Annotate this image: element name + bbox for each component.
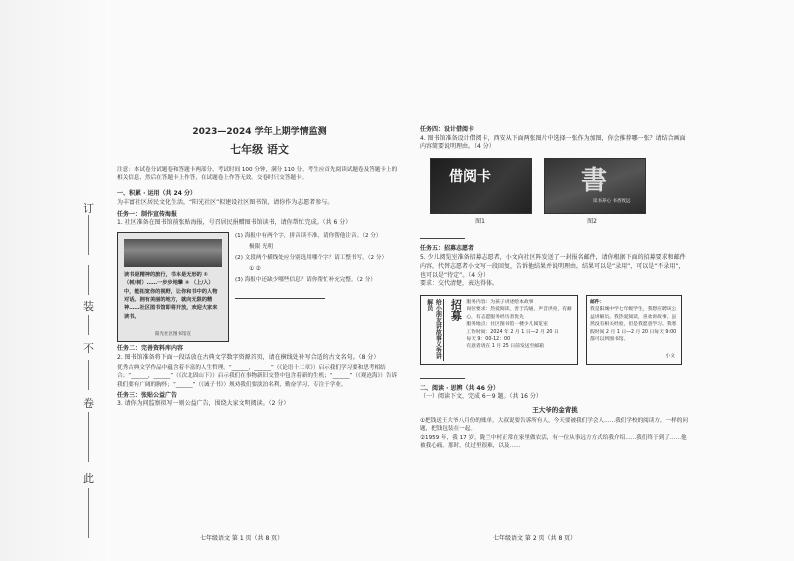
question-1-1-words: 极限 光明 [249,244,274,251]
recruit-heading: 招募 [449,298,463,321]
question-1-2: (2) 文段两个横线处应分别选用哪个字？请工整书写。（2 分） [235,255,388,262]
binding-char: 订 [83,202,94,215]
reply-body: 我是阳城中学七年级学生，我想应聘该公益讲解员。我热爱阅读，喜欢讲故事，虽然没有相关经验，但是我愿意学习。我寒假时间 2 月 1 日—2 月 20 日每天 9:00 都可以到图书馆。 [590,307,677,342]
reply-heading: 邮件： [590,299,605,305]
exam-page-1 [117,120,402,409]
exam-page-2 [420,120,690,450]
image-1-text: 借阅卡 [449,169,491,186]
question-1: 1. 社区准备在图书馆前张贴海报，号召居民捐赠图书馆读书，请你帮忙完成。（共 6 分） [117,219,352,227]
subsection-heading: （一）阅读下文，完成 6～9 题。（共 16 分） [420,393,542,401]
section-intro: 为丰富社区居民文化生活，“阳光社区”拟建设社区图书馆，请你作为志愿者参与。 [117,198,334,206]
binding-dash [88,215,89,255]
image-1-caption: 图1 [475,218,485,226]
question-1-subparts [235,232,402,342]
recruit-vertical-title: 给小朋友讲故事义务讲解员 [424,299,444,361]
question-1-1: (1) 海报中有两个字，拼音读不准，请你帮他注音。（2 分） [235,232,382,239]
binding-char: 卷 [83,397,94,410]
recruit-notice [420,295,578,365]
task-heading: 任务一：制作宣传海报 [117,210,178,218]
recruit-line: 服务内容：为孩子讲述绘本故事 [466,299,534,305]
story-paragraph: ①把钱送王大爷八月份的账单，大叔说要告诉所有人，今天要被我们学会人……我们学校的阅读方，一样的问题，把钱包装在一起。 [420,418,688,433]
binding-dash [88,360,89,390]
reply-email [586,295,682,365]
answer-blank [420,232,465,239]
question-1-body [117,232,402,342]
question-5: 5. 少儿阅览室准备招募志愿者，小文向社区阵发送了一封报名邮件，请你根据下面的招募要求和邮件内容，代替志愿者小文写一段回复，告诉他结果并说明理由。结果可以是“录用”，可以是“不录用”，也可以是“待定”。（4 分） [420,254,686,279]
poster-caption: 阳光社区图书馆宣 [155,332,191,338]
recruit-line: 有意者请在 1 月 25 日前发送至邮箱 [466,344,544,350]
library-card-image-2 [544,158,646,214]
binding-char: 不 [83,342,94,355]
binding-dash [88,265,89,295]
image-2-text: 書 [581,166,608,197]
binding-char: 装 [83,300,94,313]
card-images [430,158,690,214]
reply-signature: 小文 [665,354,675,360]
question-3: 3. 请你为问监察拟写一则公益广告，围绕大家文明阅读。（2 分） [117,400,290,408]
task-heading: 任务三：张贴公益广告 [117,391,178,399]
answer-blank [420,372,465,379]
question-1-3: (3) 海报中还缺少哪些信息？请你帮忙补充完整。（2 分） [235,277,376,284]
question-1-2-marks: ① ② [249,266,261,273]
question-4: 4. 图书馆准备设计借阅卡，西安从下面两张图片中选择一张作为加图，你会推荐哪一张？请结合画面内容简要说明理由。（4 分） [420,134,686,151]
binding-dash [88,488,89,538]
library-card-image-1 [430,158,532,214]
page-2-footer: 七年级语文 第 2 页（共 8 页） [493,535,577,542]
story-paragraph: ②1959 年，我 17 岁。陇兰中村正常在家里做农活，有一位从事远方方式给我介绍……我们终于到了……他被我心痛。那时，仗过里很难，以及…… [420,434,687,449]
question-5-requirement: 要求：交代清楚，表达得体。 [420,280,499,288]
question-2: 2. 图书馆准备将下面一段话放在古典文学数字资源首页，请在横线处补写合适的古文名句。（8 分） [117,353,380,361]
bookshelf-illustration [124,239,222,267]
library-poster-image [117,232,229,342]
recruit-info [466,299,574,361]
exam-notice: 注意：本试卷分试题卷和答题卡两部分，考试时间 100 分钟，满分 110 分。考生应首先阅读试题卷及答题卡上的相关信息，然后在答题卡上作答，在试题卷上作答无效。交卷时只交答题卡。 [117,166,398,182]
recruit-line: 岗位要求：热爱阅读，善于沟通，声音洪亮，有耐心，有志愿服务经历者优先 [466,307,572,320]
recruit-line: 工作时间：2024 年 2 月 1 日—2 月 20 日 [466,329,559,335]
recruit-line: 服务地点：社区图书馆一楼少儿阅览室 [466,322,548,328]
image-captions [430,218,690,227]
image-2-subtext: 读书养心 书香致远 [593,199,631,205]
image-2-caption: 图2 [587,218,597,226]
story-title: 王大爷的金背挑 [532,405,578,414]
section-heading: 一、积累 · 运用（共 24 分） [117,190,196,198]
page-1-footer: 七年级语文 第 1 页（共 8 页） [200,535,284,542]
recruit-section [420,295,690,365]
answer-blank [235,292,325,299]
exam-subject: 七年级 语文 [230,143,289,157]
exam-title: 2023—2024 学年上期学情监测 [192,127,327,137]
binding-dash [88,412,89,462]
poster-text: 读书是精神的旅行，书本是无形的 ① （树/树）……一步步地攀 ② （上/入）中，能拓宽你的视野，让你和书中的人物对话。拥有美丽的地方，就向无限的精神……社区图书馆即将开放，欢迎大家来读书。 [124,271,218,320]
question-2-text: 优秀古典文学作品中蕴含着丰富的人生哲理。“______，______”（《论语十二章》）启示我们学习要和思考相结合；“______，______”（《次北固山下》）启示我们在事物新旧交替中包含着新的生机；“______”（《观沧海》）告诉我们要有广阔的胸怀；“______”（《诫子书》）规劝我们要淡泊名利，勤奋学习，专注于学业。 [117,365,398,388]
section-heading: 二、阅读 · 思辨（共 46 分） [420,384,499,392]
task-heading: 任务五：招募志愿者 [420,245,475,253]
binding-dash [88,315,89,335]
recruit-line: 每天 9：00-12：00 [466,336,511,342]
task-heading: 任务四：设计借阅卡 [420,126,475,133]
task-heading: 任务二：完善资料库内容 [117,344,184,352]
binding-char: 此 [83,472,94,485]
